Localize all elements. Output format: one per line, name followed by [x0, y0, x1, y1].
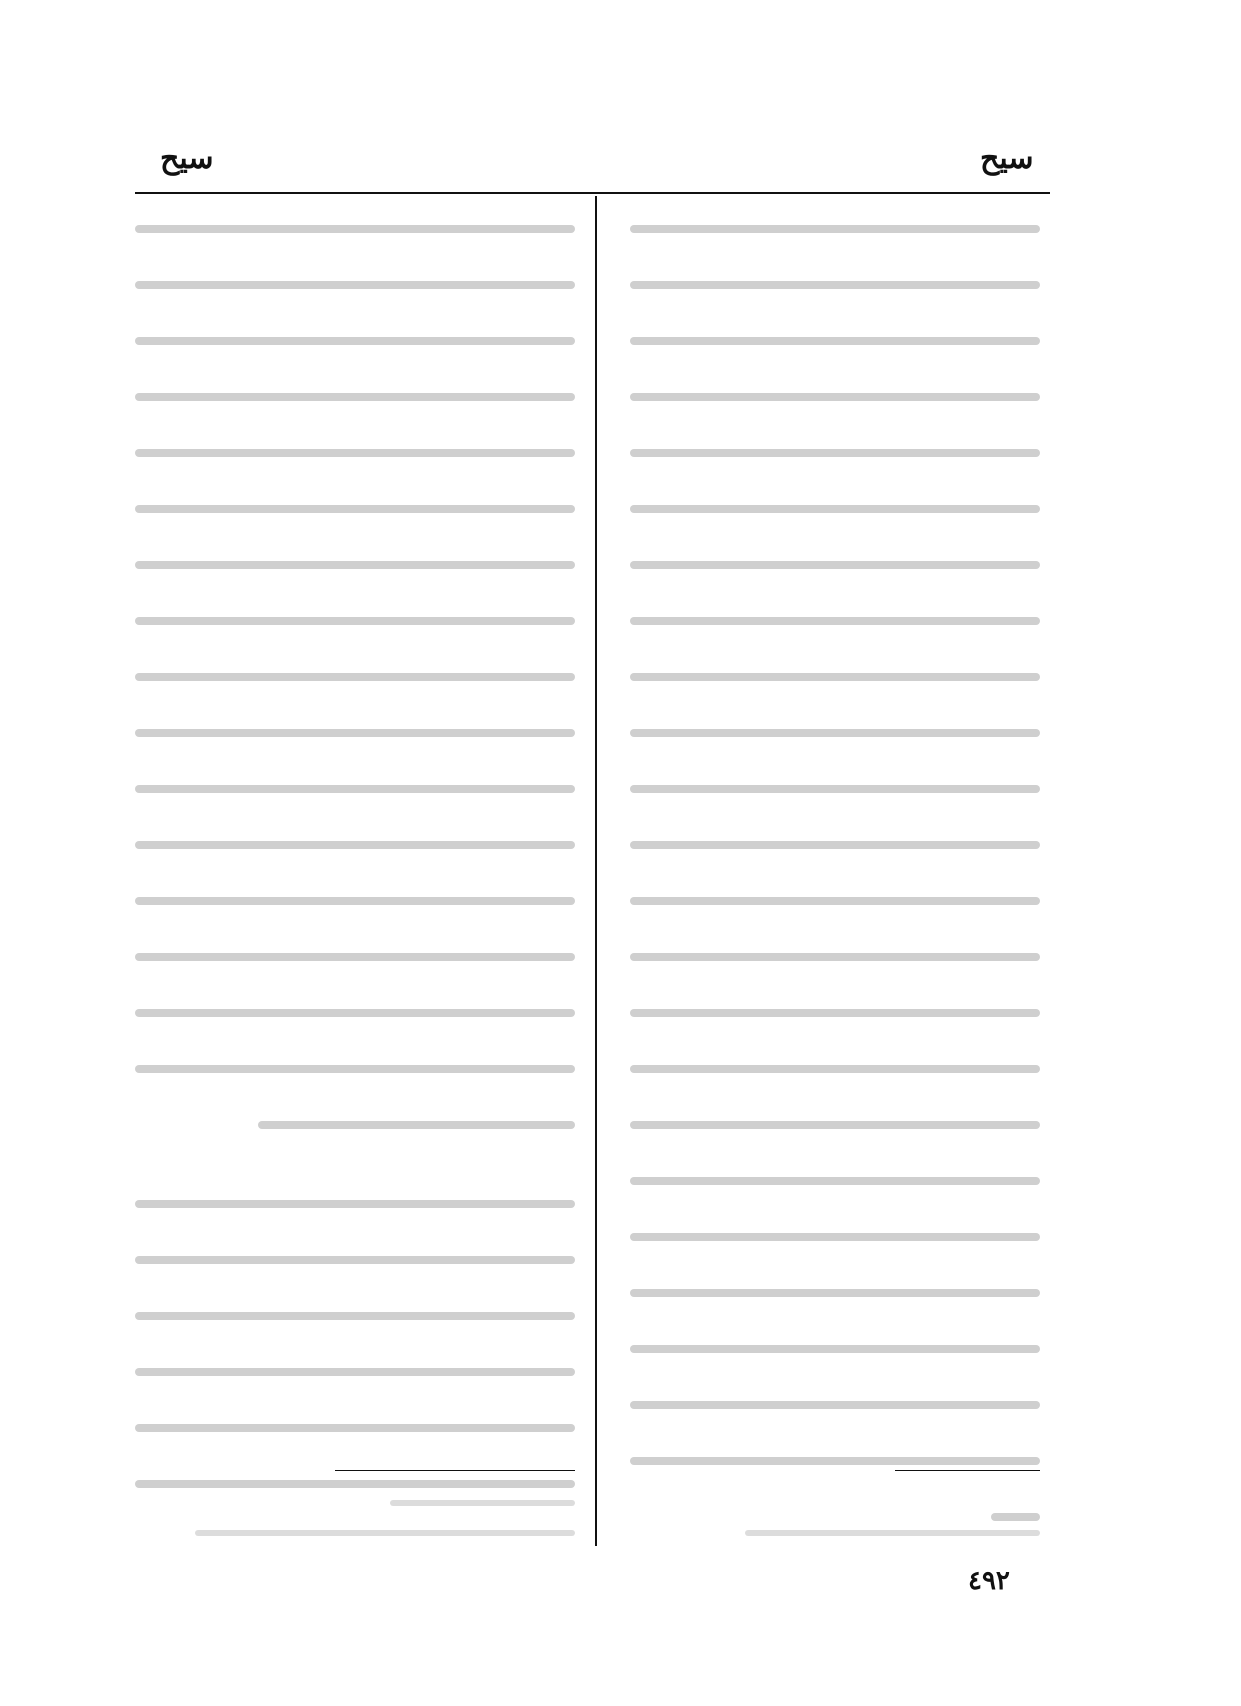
text-line — [630, 1177, 1040, 1203]
text-line — [135, 1312, 575, 1338]
text-line — [630, 673, 1040, 699]
text-line — [630, 393, 1040, 419]
text-line — [630, 337, 1040, 363]
text-line — [135, 1200, 575, 1226]
column-divider — [595, 196, 597, 1546]
text-line — [135, 393, 575, 419]
page-number: ٤٩٢ — [968, 1566, 1010, 1596]
right-column — [630, 216, 1040, 1466]
text-line — [135, 225, 575, 251]
text-line — [135, 841, 575, 867]
text-line — [630, 449, 1040, 475]
text-line — [135, 785, 575, 811]
footnote-rule-left — [335, 1470, 575, 1471]
text-line — [135, 617, 575, 643]
text-line — [135, 505, 575, 531]
text-line — [630, 785, 1040, 811]
text-line — [630, 1121, 1040, 1147]
text-line — [135, 281, 575, 307]
text-line — [630, 225, 1040, 251]
footnote-right — [745, 1524, 1040, 1542]
text-line — [630, 281, 1040, 307]
text-line — [135, 729, 575, 755]
text-line — [135, 1256, 575, 1282]
text-line — [630, 897, 1040, 923]
text-line — [630, 1233, 1040, 1259]
text-line — [630, 1345, 1040, 1371]
text-line — [135, 673, 575, 699]
text-line — [630, 561, 1040, 587]
text-line — [135, 337, 575, 363]
text-line — [630, 1401, 1040, 1427]
text-line — [630, 1009, 1040, 1035]
text-line — [135, 1368, 575, 1394]
text-line — [630, 617, 1040, 643]
footnote-left-1 — [390, 1494, 575, 1512]
running-head-right: سيح — [980, 141, 1034, 176]
footnote-rule-right — [895, 1470, 1040, 1471]
text-line — [135, 1424, 575, 1450]
text-line — [135, 561, 575, 587]
text-line — [630, 729, 1040, 755]
text-line — [135, 1009, 575, 1035]
text-line — [135, 449, 575, 475]
running-head-left: سيح — [160, 141, 214, 176]
header-rule — [135, 192, 1050, 194]
text-line — [135, 897, 575, 923]
text-line — [135, 953, 575, 979]
text-line — [630, 1065, 1040, 1091]
text-line — [630, 1289, 1040, 1315]
text-line — [630, 953, 1040, 979]
left-column — [135, 216, 575, 1466]
text-line — [135, 1065, 575, 1091]
footnote-left-2 — [195, 1524, 575, 1542]
text-line — [630, 841, 1040, 867]
text-line — [135, 1121, 575, 1147]
text-line — [630, 505, 1040, 531]
